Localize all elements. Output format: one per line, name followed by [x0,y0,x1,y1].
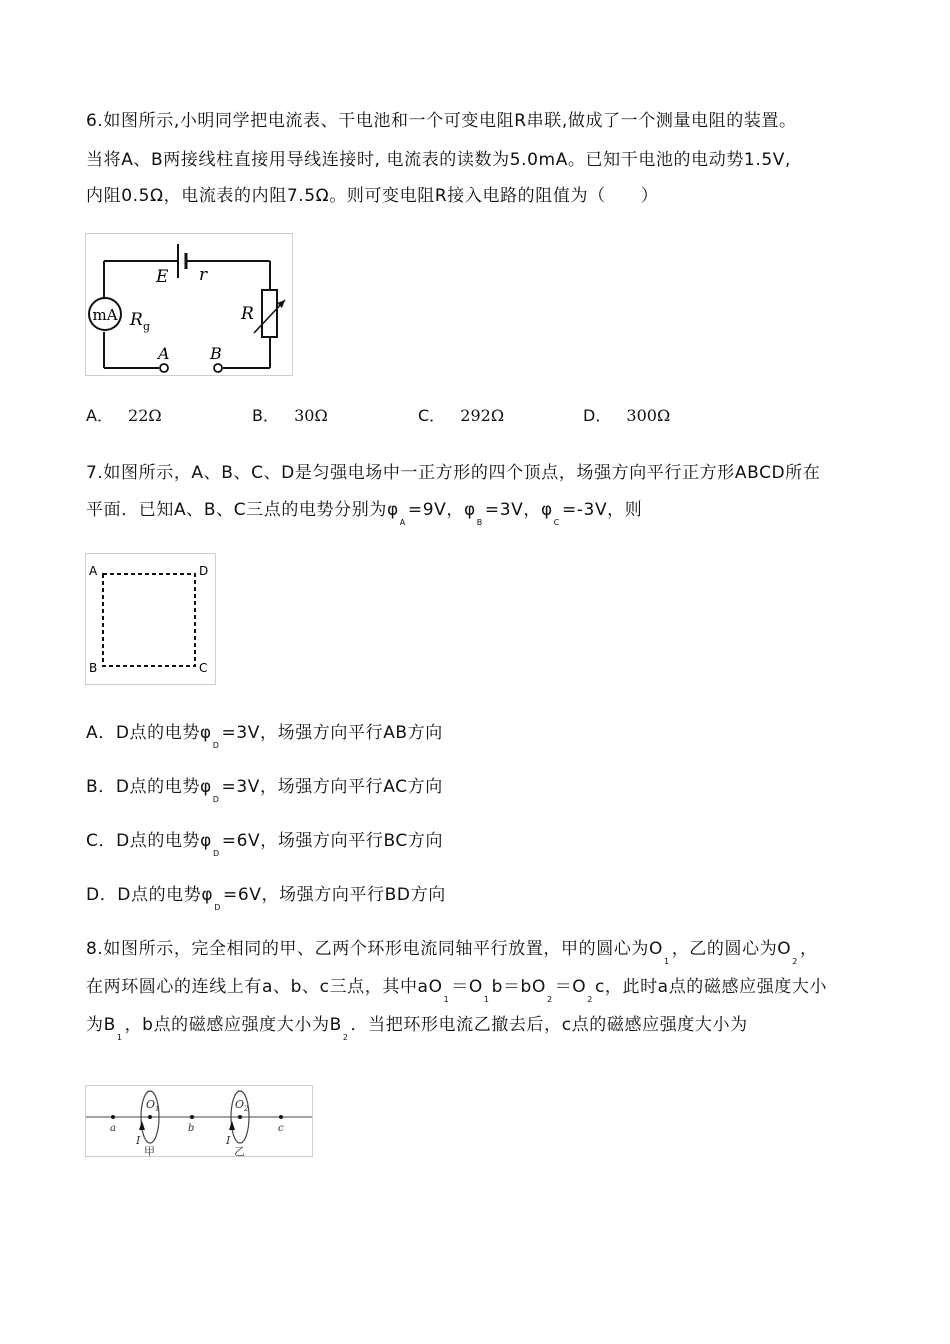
subscript: 2 [792,957,798,966]
variable-resistor [262,290,277,337]
subscript: 1 [664,957,670,966]
terminal-a [160,364,168,372]
point-o1 [148,1115,152,1119]
text-segment: =6V，场强方向平行BD方向 [222,885,446,905]
q6-line-2: 当将A、B两接线柱直接用导线连接时, 电流表的读数为5.0mA。已知干电池的电动势1.5V, [86,150,791,170]
text-segment: c，此时a点的磁感应强度大小 [594,977,828,997]
label-rg: R [130,310,143,330]
text-segment: 8.如图所示，完全相同的甲、乙两个环形电流同轴平行放置，甲的圆心为O [86,939,663,959]
point-b [190,1115,194,1119]
terminal-b [214,364,222,372]
vertex-a: A [89,564,98,578]
subscript: D [214,903,221,912]
ring-currents-diagram [86,1086,312,1156]
text-segment: B．D点的电势φ [86,777,212,797]
text-segment: =3V，场强方向平行AC方向 [221,777,443,797]
label-a: A [158,344,170,363]
text-segment: 在两环圆心的连线上有a、b、c三点，其中aO [86,977,443,997]
subscript: D [212,741,220,750]
subscript: 1 [116,1033,123,1042]
label-b: B [210,344,222,363]
text-segment: ，乙的圆心为O [671,939,792,959]
meter-label: mA [92,306,118,324]
label-i1: I [136,1134,141,1147]
q6-option-b [252,403,328,426]
label-r: R [241,304,254,324]
q6-circuit-figure [85,233,293,376]
text-segment: b＝bO [491,977,546,997]
option-letter: B． [252,406,279,425]
q6-option-d [583,403,670,426]
subscript: 1 [483,995,490,1004]
point-c [279,1115,283,1119]
vertex-c: C [199,661,208,675]
subscript: B [476,518,483,527]
text-segment: =9V，φ [407,500,476,520]
option-value: 30Ω [294,406,328,425]
option-letter: C． [418,406,446,425]
option-value: 22Ω [128,406,162,425]
point-o2 [238,1115,242,1119]
label-o2: O [235,1098,245,1111]
q7-option-b [86,772,443,804]
subscript: C [553,518,560,527]
text-segment: ．当把环形电流乙撤去后，c点的磁感应强度大小为 [350,1015,748,1035]
label-rg-sub: g [143,320,151,333]
q7-option-d [86,880,446,912]
label-c: c [278,1123,284,1134]
q8-line-2 [86,972,827,1004]
label-b: b [188,1123,195,1134]
option-letter: D． [583,406,612,425]
text-segment: =6V，场强方向平行BC方向 [221,831,444,851]
text-segment: =3V，场强方向平行AB方向 [221,723,443,743]
subscript: 2 [342,1033,349,1042]
text-segment: ，b点的磁感应强度大小为B [124,1015,342,1035]
circuit-diagram [86,234,292,375]
text-segment: ＝O [451,977,483,997]
option-value: 292Ω [460,406,505,425]
vertex-b: B [89,661,98,675]
text-segment: D．D点的电势φ [86,885,214,905]
q6-option-c [418,403,504,426]
subscript: 1 [443,995,450,1004]
q7-option-a [86,718,443,750]
label-e: E [156,267,169,287]
q8-line-3 [86,1010,748,1042]
option-value: 300Ω [626,406,671,425]
subscript: D [212,795,220,804]
option-letter: A． [86,406,113,425]
subscript: 2 [587,995,593,1004]
text-segment: ， [800,939,818,959]
subscript: D [212,849,220,858]
label-a: a [110,1123,116,1134]
point-a [111,1115,115,1119]
text-segment: 平面．已知A、B、C三点的电势分别为φ [86,500,399,520]
q7-option-c [86,826,443,858]
label-r-small: r [199,265,208,285]
text-segment: A．D点的电势φ [86,723,212,743]
label-o1-sub: 1 [155,1105,160,1113]
square-diagram [86,554,215,684]
label-yi: 乙 [234,1145,245,1156]
text-segment: =3V，φ [484,500,553,520]
dashed-square [103,574,195,666]
q6-option-a [86,403,162,426]
q8-rings-figure [85,1085,313,1157]
text-segment: C．D点的电势φ [86,831,212,851]
q6-line-3: 内阻0.5Ω，电流表的内阻7.5Ω。则可变电阻R接入电路的阻值为（ ） [86,186,659,206]
current-arrow-2 [229,1121,235,1130]
label-o1: O [146,1098,156,1111]
current-arrow-1 [139,1121,145,1130]
q7-line-1: 7.如图所示，A、B、C、D是匀强电场中一正方形的四个顶点，场强方向平行正方形ABCD所在 [86,463,821,483]
text-segment: 为B [86,1015,116,1035]
label-i2: I [226,1134,231,1147]
label-o2-sub: 2 [244,1105,249,1113]
text-segment: =-3V，则 [561,500,643,520]
vertex-d: D [199,564,209,578]
q6-line-1: 6.如图所示,小明同学把电流表、干电池和一个可变电阻R串联,做成了一个测量电阻的装置。 [86,111,797,131]
label-jia: 甲 [144,1145,155,1156]
subscript: 2 [546,995,553,1004]
q8-line-1 [86,934,818,966]
q7-square-figure [85,553,216,685]
subscript: A [399,518,406,527]
text-segment: ＝O [554,977,587,997]
q7-line-2 [86,495,642,527]
